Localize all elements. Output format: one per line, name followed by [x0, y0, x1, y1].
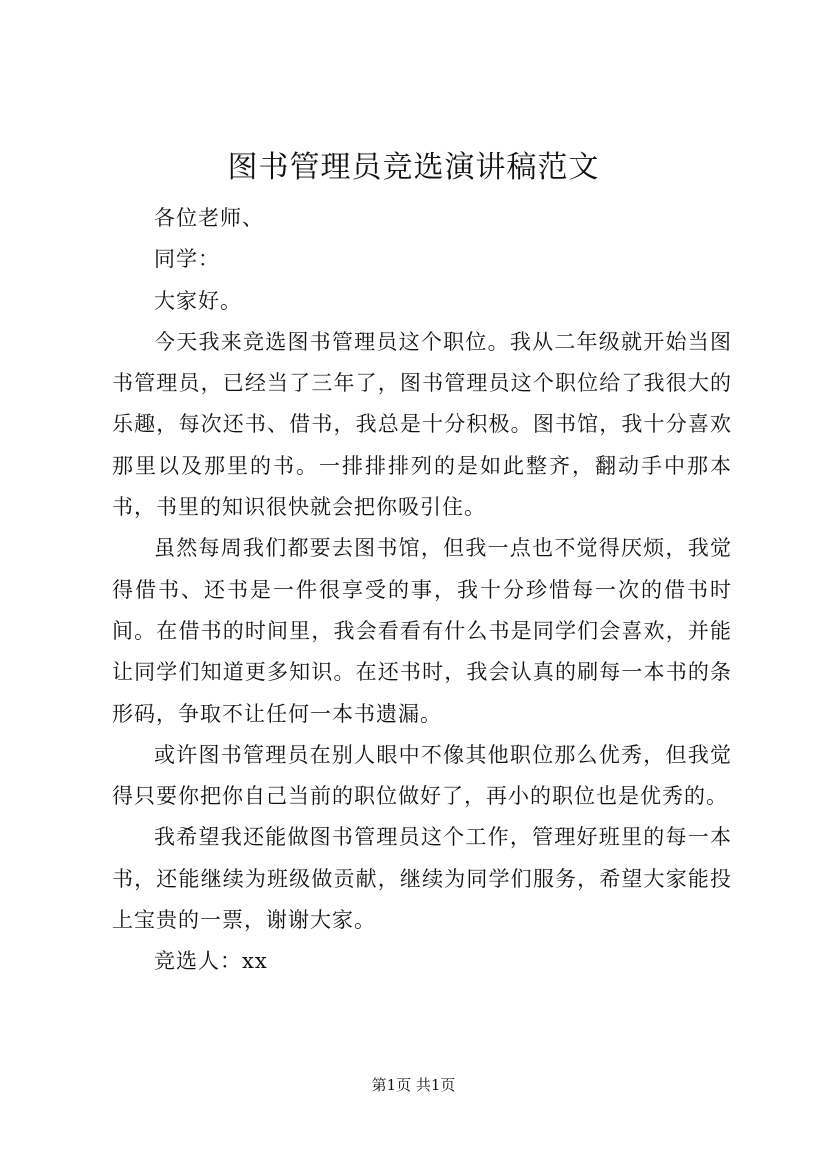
salutation-teachers: 各位老师、 — [154, 206, 264, 230]
paragraph-value: 或许图书管理员在别人眼中不像其他职位那么优秀，但我觉得只要你把你自己当前的职位做好了，再小的职位也是优秀的。 — [112, 742, 732, 809]
document-title: 图书管理员竞选演讲稿范文 — [227, 150, 600, 185]
salutation-students: 同学： — [154, 247, 220, 272]
page-footer: 第1页 共1页 — [371, 1076, 456, 1094]
signature: 竞选人：xx — [154, 949, 268, 974]
paragraph-intro: 今天我来竞选图书管理员这个职位。我从二年级就开始当图书管理员，已经当了三年了，图书管理员这个职位给了我很大的乐趣，每次还书、借书，我总是十分积极。图书馆，我十分喜欢那里以及那里的书。一排排排列的是如此整齐，翻动手中那本书，书里的知识很快就会把你吸引住。 — [112, 329, 732, 520]
greeting: 大家好。 — [154, 288, 242, 313]
paragraph-library: 虽然每周我们都要去图书馆，但我一点也不觉得厌烦，我觉得借书、还书是一件很享受的事，我十分珍惜每一次的借书时间。在借书的时间里，我会看看有什么书是同学们会喜欢，并能让同学们知道更多知识。在还书时，我会认真的刷每一本书的条形码，争取不让任何一本书遗漏。 — [112, 536, 732, 726]
paragraph-hope: 我希望我还能做图书管理员这个工作，管理好班里的每一本书，还能继续为班级做贡献，继续为同学们服务，希望大家能投上宝贵的一票，谢谢大家。 — [112, 825, 732, 933]
document-body — [112, 198, 732, 983]
